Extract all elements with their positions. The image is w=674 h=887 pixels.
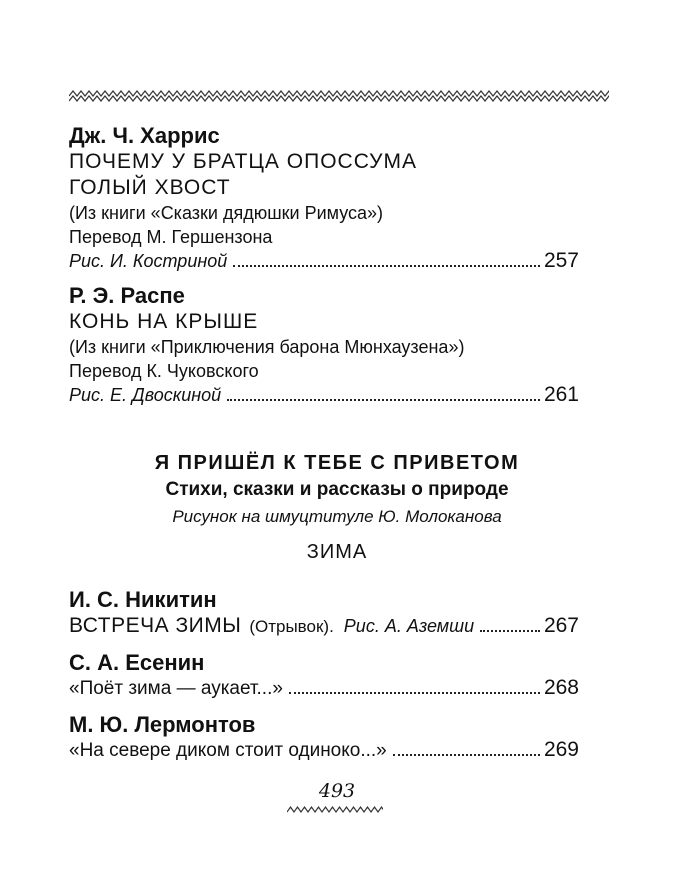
- toc-entry-nikitin: [69, 586, 579, 639]
- work-title-line: КОНЬ НА КРЫШЕ: [69, 310, 259, 333]
- author-name: Р. Э. Распе: [69, 283, 185, 308]
- title-row: [69, 613, 579, 639]
- page-ref: 268: [543, 676, 579, 699]
- toc-entry-harris: [69, 122, 579, 273]
- work-title-line: ПОЧЕМУ У БРАТЦА ОПОССУМА: [69, 150, 418, 173]
- source-book: (Из книги «Приключения барона Мюнхаузена»): [69, 337, 465, 357]
- toc-entry-esenin: [69, 649, 579, 701]
- illustrator: Рис. И. Костриной: [69, 251, 228, 271]
- translator: Перевод М. Гершензона: [69, 227, 273, 247]
- top-ornament-border: [69, 89, 609, 103]
- author-name: Дж. Ч. Харрис: [69, 123, 220, 148]
- dot-leader: [289, 691, 540, 694]
- page-number: 493: [318, 780, 356, 802]
- translator: Перевод К. Чуковского: [69, 361, 259, 381]
- section-subtitle: Стихи, сказки и рассказы о природе: [165, 479, 509, 500]
- page-ref: 267: [543, 614, 579, 637]
- illustrator: Рис. А. Аземши: [343, 616, 475, 636]
- work-title-line: ГОЛЫЙ ХВОСТ: [69, 176, 231, 199]
- illustrator-row: [69, 249, 579, 273]
- author-name: М. Ю. Лермонтов: [69, 712, 256, 737]
- work-title: «На севере диком стоит одиноко...»: [69, 740, 387, 761]
- bottom-ornament: [287, 803, 383, 815]
- toc-entry-raspe: [69, 282, 579, 407]
- section-heading: [0, 452, 674, 564]
- dot-leader: [233, 264, 540, 267]
- dot-leader: [227, 398, 540, 401]
- toc-entry-lermontov: [69, 711, 579, 763]
- illustrator-row: [69, 383, 579, 407]
- dot-leader: [393, 753, 540, 756]
- work-title: ВСТРЕЧА ЗИМЫ: [69, 614, 242, 637]
- section-title: Я ПРИШЁЛ К ТЕБЕ С ПРИВЕТОМ: [154, 452, 520, 474]
- page-ref: 261: [543, 383, 579, 406]
- work-title: «Поёт зима — аукает...»: [69, 678, 283, 699]
- dot-leader: [480, 629, 540, 632]
- source-book: (Из книги «Сказки дядюшки Римуса»): [69, 203, 384, 223]
- author-name: И. С. Никитин: [69, 587, 217, 612]
- page-ref: 269: [543, 738, 579, 761]
- title-row: [69, 676, 579, 701]
- illustrator: Рис. Е. Двоскиной: [69, 385, 222, 405]
- title-row: [69, 738, 579, 763]
- author-name: С. А. Есенин: [69, 650, 205, 675]
- section-illustration-credit: Рисунок на шмуцтитуле Ю. Молоканова: [172, 507, 502, 526]
- season-heading: ЗИМА: [306, 541, 368, 563]
- work-note: (Отрывок).: [249, 617, 334, 636]
- page-ref: 257: [543, 249, 579, 272]
